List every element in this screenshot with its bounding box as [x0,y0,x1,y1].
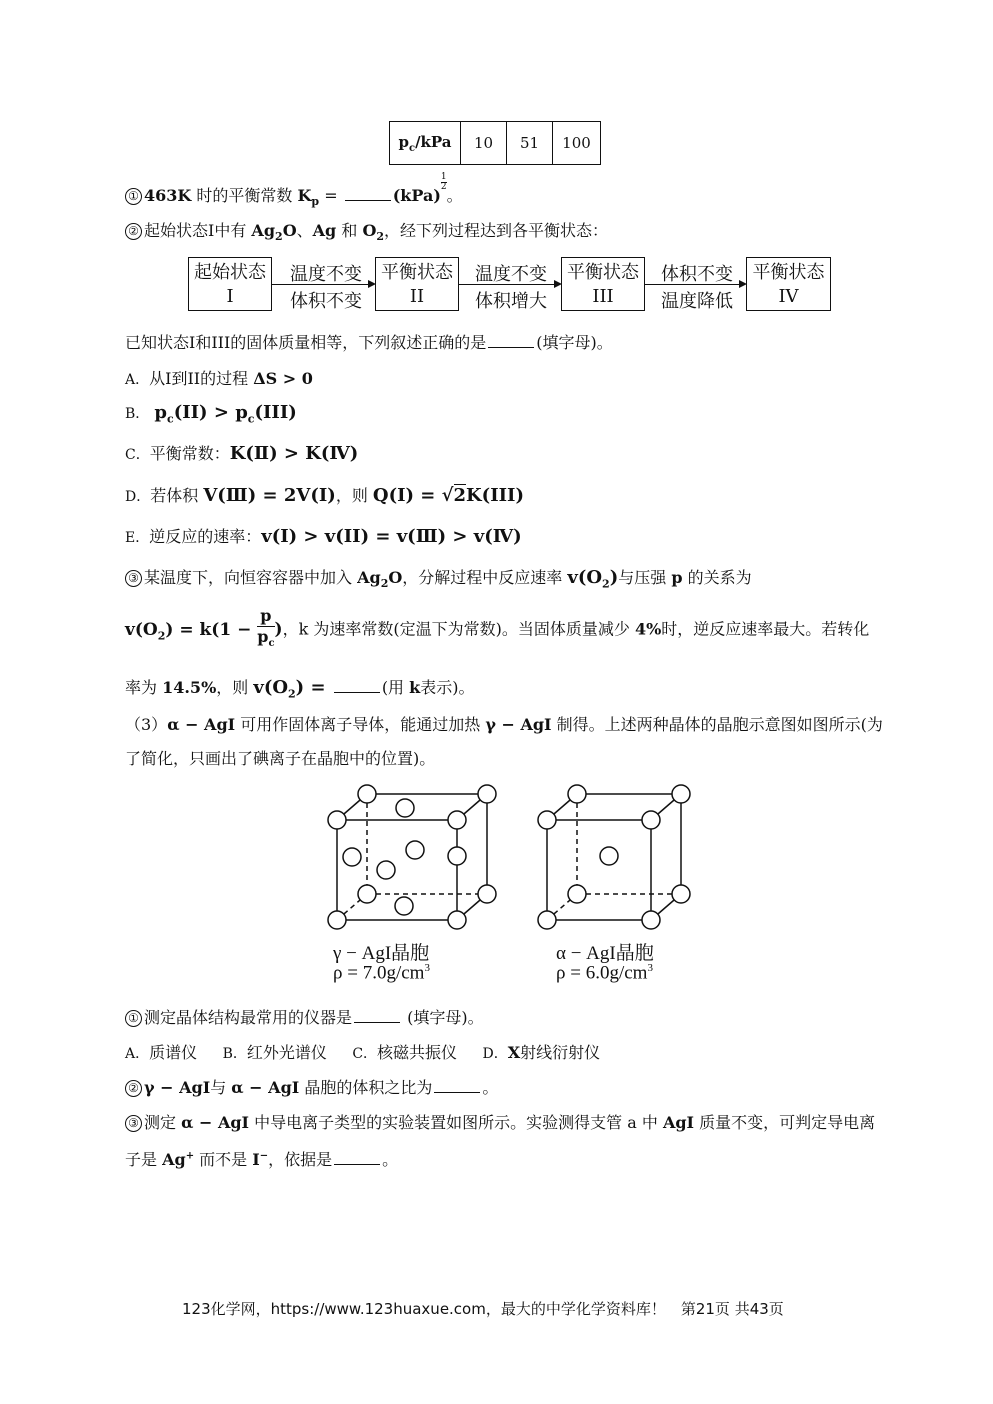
pc-value-2: 51 [507,122,553,165]
option-d: D．X射线衍射仪 [482,1043,601,1062]
pc-header: $p_c$/kPa [390,122,461,165]
answer-blank[interactable] [334,1163,380,1165]
sub-question-1-options [125,1040,600,1063]
question-2: ② 起始状态I中有 $Ag_2O$、Ag 和 $O_2$，经下列过程达到各平衡状态： [125,218,608,243]
question-3-line-3: 率为 14.5%，则 $v(O_2)$ = (用 k表示)。 [125,677,475,701]
state-box-2: 平衡状态 II [375,257,459,311]
sub-question-1: ① 测定晶体结构最常用的仪器是 (填字母)。 [125,1005,484,1028]
page-footer: 123化学网，https://www.123huaxue.com，最大的中学化学资料库！ 第21页 共43页 [182,1300,784,1318]
gamma-cell-diagram [328,785,496,929]
pc-table [389,121,601,165]
question-3-line-2: $v(O_2) = k(1$ − $\frac{p}{p_c}$ )，k 为速率常数(定温下为常数)。当固体质量减少 4%时，逆反应速率最大。若转化 [125,606,870,650]
option-a: A．从I到II的过程 ΔS > 0 [125,369,313,388]
state-box-1: 起始状态 I [188,257,272,311]
part-3-line-1: （3）α − AgI 可用作固体离子导体，能通过加热 γ − AgI 制得。上述两种晶体的晶胞示意图如图所示(为 [125,715,883,734]
option-c: C．平衡常数：K(Ⅱ) > K(Ⅳ) [125,443,359,464]
answer-blank[interactable] [354,1021,400,1023]
pc-value-3: 100 [553,122,601,165]
answer-blank[interactable] [334,691,380,693]
option-a: A．质谱仪 [125,1043,198,1062]
process-label-3-bottom: 温度降低 [661,291,733,312]
arrow-1 [272,284,374,285]
answer-blank[interactable] [345,199,391,201]
answer-blank[interactable] [434,1091,480,1093]
alpha-cell-diagram [538,785,690,929]
sub-question-3-line-1: ③ 测定 α − AgI 中导电离子类型的实验装置如图所示。实验测得支管 a 中 AgI 质量不变，可判定导电离 [125,1110,875,1133]
arrow-2 [459,284,560,285]
process-label-2-bottom: 体积增大 [475,291,547,312]
question-1: ① 463K 时的平衡常数 $K_p = (kPa)$ $^{\frac{1}{2}}$ 。 [125,173,463,208]
alpha-cell-label: α − AgI晶胞 [556,943,654,964]
option-e: E．逆反应的速率：v(I) > v(II) = v(Ⅲ) > v(Ⅳ) [125,526,522,547]
process-label-1-top: 温度不变 [290,264,362,285]
option-b: B． $p_c(II) > p_c(III)$ [125,402,297,426]
gamma-cell-density: $\rho = 7.0g/cm^3$ [333,962,430,984]
known-condition: 已知状态I和III的固体质量相等，下列叙述正确的是 (填字母)。 [125,333,613,352]
sub-question-2: ② γ − AgI与 α − AgI 晶胞的体积之比为 。 [125,1075,498,1098]
state-box-3: 平衡状态 III [561,257,645,311]
option-d: D．若体积 V(Ⅲ) = 2V(I)，则 Q(I) = √2K(III) [125,485,524,506]
option-c: C．核磁共振仪 [352,1043,458,1062]
option-b: B．红外光谱仪 [222,1043,327,1062]
pc-value-1: 10 [461,122,507,165]
question-3-line-1: ③ 某温度下，向恒容容器中加入 $Ag_2O$，分解过程中反应速率 $v(O_2)$与压强 p 的关系为 [125,565,752,591]
process-label-1-bottom: 体积不变 [290,291,362,312]
sub-question-3-line-2: 子是 Ag+ 而不是 I−，依据是 。 [125,1150,399,1169]
gamma-cell-label: γ − AgI晶胞 [333,943,430,964]
part-3-line-2: 了简化，只画出了碘离子在晶胞中的位置)。 [125,749,436,768]
answer-blank[interactable] [488,346,534,348]
state-flow-diagram [188,257,833,315]
process-label-3-top: 体积不变 [661,264,733,285]
arrow-3 [645,284,745,285]
process-label-2-top: 温度不变 [475,264,547,285]
state-box-4: 平衡状态 IV [746,257,831,311]
alpha-cell-density: $\rho = 6.0g/cm^3$ [556,962,653,984]
